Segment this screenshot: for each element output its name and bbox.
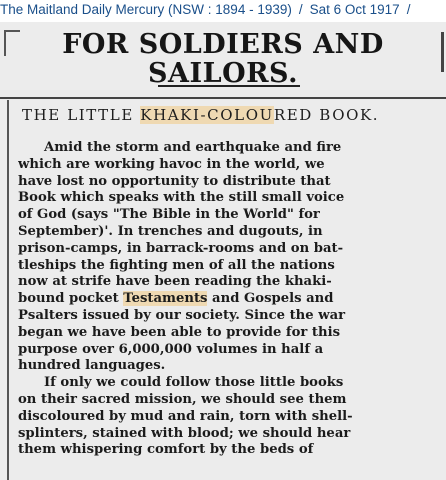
newspaper-scan [0,22,446,480]
body-line: of God (says "The Bible in the World" for [18,207,320,223]
column-corner-mark [4,30,20,56]
body-line: on their sacred mission, we should see them [18,391,347,407]
search-term-highlight: Testaments [123,291,208,307]
body-text: bound pocket [18,291,124,307]
article-body [18,140,438,459]
article-headline [40,30,406,88]
breadcrumb-separator-trailing: / [406,2,411,17]
body-line: Amid the storm and earthquake and fire [44,140,342,155]
headline-line-1: FOR SOLDIERS AND [62,29,384,60]
subheading-text: THE LITTLE [22,106,141,124]
search-term-highlight: KHAKI-COLOU [140,106,274,124]
body-line: purpose over 6,000,000 volumes in half a [18,341,324,357]
breadcrumb-date-link[interactable]: Sat 6 Oct 1917 [309,2,400,17]
body-line: hundred languages. [18,358,166,374]
body-line: September)'. In trenches and dugouts, in [18,223,323,239]
body-line: If only we could follow those little books [44,375,344,391]
body-line [18,291,438,308]
body-line: have lost no opportunity to distribute that [18,173,331,189]
column-rule [7,100,9,480]
body-line: Book which speaks with the still small voice [18,190,345,206]
headline-line-2: SAILORS. [148,58,298,89]
body-line: Psalters issued by our society. Since the war [18,307,346,323]
subheading-text-end: RED BOOK. [273,106,380,124]
column-edge-mark [441,32,444,72]
body-line: began we have been able to provide for this [18,324,341,340]
body-line: tleships the fighting men of all the nations [18,257,335,273]
body-line: them whispering comfort by the beds of [18,442,314,458]
body-line: which are working havoc in the world, we [18,156,325,172]
body-line: prison-camps, in barrack-rooms and on bat- [18,240,344,256]
breadcrumb-separator: / [298,2,303,17]
headline-divider [158,85,300,87]
body-text: and Gospels and [207,291,334,307]
body-line: splinters, stained with blood; we should hear [18,425,351,441]
section-divider [0,97,446,99]
article-subheading [22,106,442,124]
body-line: now at strife have been reading the khaki- [18,274,332,290]
body-line: discoloured by mud and rain, torn with shell- [18,408,353,424]
breadcrumb [0,0,446,22]
breadcrumb-publication-link[interactable]: The Maitland Daily Mercury (NSW : 1894 - 1939) [0,2,292,17]
